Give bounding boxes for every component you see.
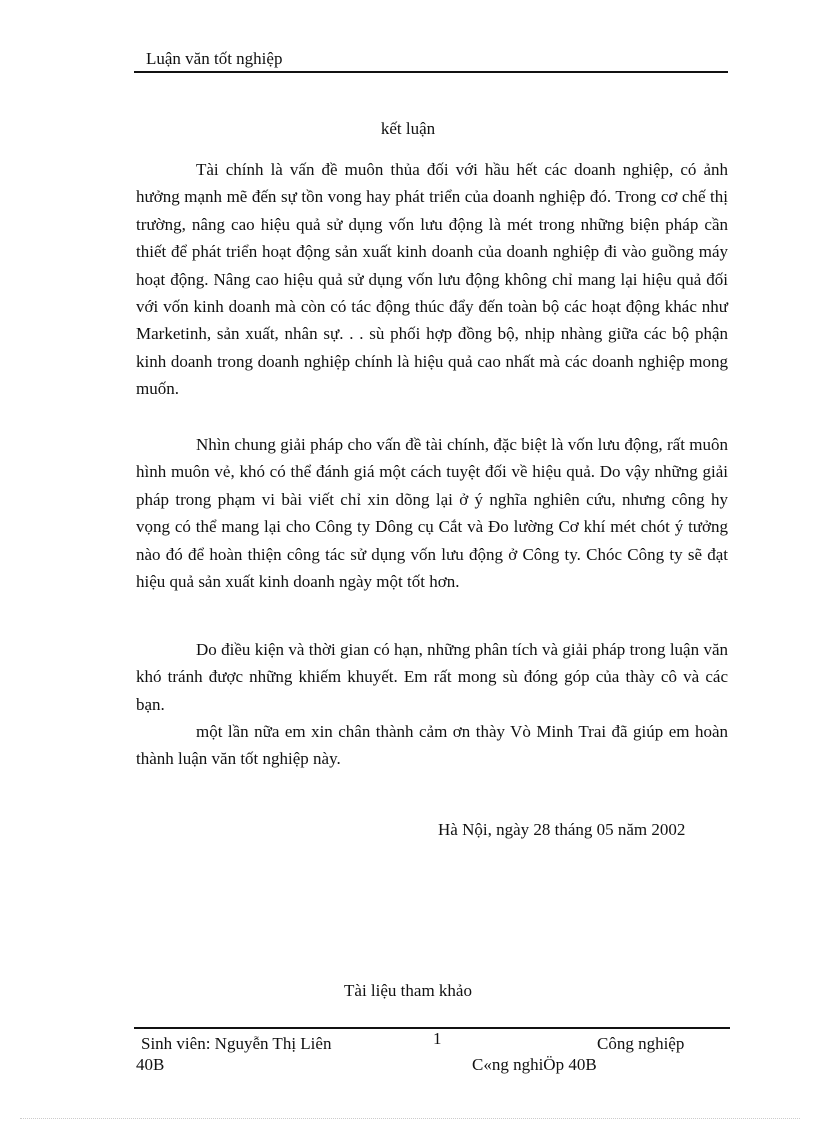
section-title: kết luận xyxy=(380,119,436,138)
footer-student: Sinh viên: Nguyễn Thị Liên xyxy=(141,1034,332,1053)
paragraph-3: Do điều kiện và thời gian có hạn, những phân tích và giải pháp trong luận văn khó tránh được những khiếm khuyết. Em rất mong sù đóng góp của thày cô và các bạn. xyxy=(136,640,728,714)
running-header: Luận văn tốt nghiệp xyxy=(146,49,283,68)
paragraph-1: Tài chính là vấn đề muôn thủa đối với hầu hết các doanh nghiệp, có ảnh hưởng mạnh mẽ đến sự tồn vong hay phát triển của doanh nghiệp đó. Trong cơ chế thị trường, nâng cao hiệu quả sử dụng vốn lưu động là mét trong những biện pháp cần thiết để phát triển hoạt động sản xuất kinh doanh của doanh nghiệp đi vào guồng máy hoạt động. Nâng cao hiệu quả sử dụng vốn lưu động không chỉ mang lại hiệu quả đối với vốn kinh doanh mà còn có tác động thúc đẩy đến toàn bộ các hoạt động khác như Marketinh, sản xuất, nhân sự. . . sù phối hợp đồng bộ, nhịp nhàng giữa các bộ phận kinh doanh trong doanh nghiệp chính là hiệu quả cao nhất mà các doanh nghiệp mong muốn. xyxy=(136,160,728,399)
footer-department: Công nghiệp xyxy=(597,1034,685,1053)
footer-class: 40B xyxy=(136,1055,165,1074)
paragraph-2: Nhìn chung giải pháp cho vấn đề tài chính, đặc biệt là vốn lưu động, rất muôn hình muôn vẻ, khó có thể đánh giá một cách tuyệt đối về hiệu quả. Do vậy những giải pháp trong phạm vi bài viết chỉ xin dõng lại ở ý nghĩa nghiên cứu, nhưng công hy vọng có thể mang lại cho Công ty Dông cụ Cắt và Đo lường Cơ khí mét chót ý tưởng nào đó để hoàn thiện công tác sử dụng vốn lưu động ở Công ty. Chóc Công ty sẽ đạt hiệu quả sản xuất kinh doanh ngày một tốt hơn. xyxy=(136,435,728,592)
header-rule xyxy=(134,71,728,73)
paragraph-4: một lần nữa em xin chân thành cảm ơn thày Vò Minh Trai đã giúp em hoàn thành luận văn tốt nghiệp này. xyxy=(136,722,728,769)
references-title: Tài liệu tham khảo xyxy=(344,981,472,1000)
page-edge-divider xyxy=(20,1118,800,1119)
footer-rule xyxy=(134,1027,730,1029)
page-number: 1 xyxy=(433,1029,442,1048)
date-line: Hà Nội, ngày 28 tháng 05 năm 2002 xyxy=(438,820,686,839)
footer-garbled-text: C«ng nghiÖp 40B xyxy=(472,1055,597,1074)
